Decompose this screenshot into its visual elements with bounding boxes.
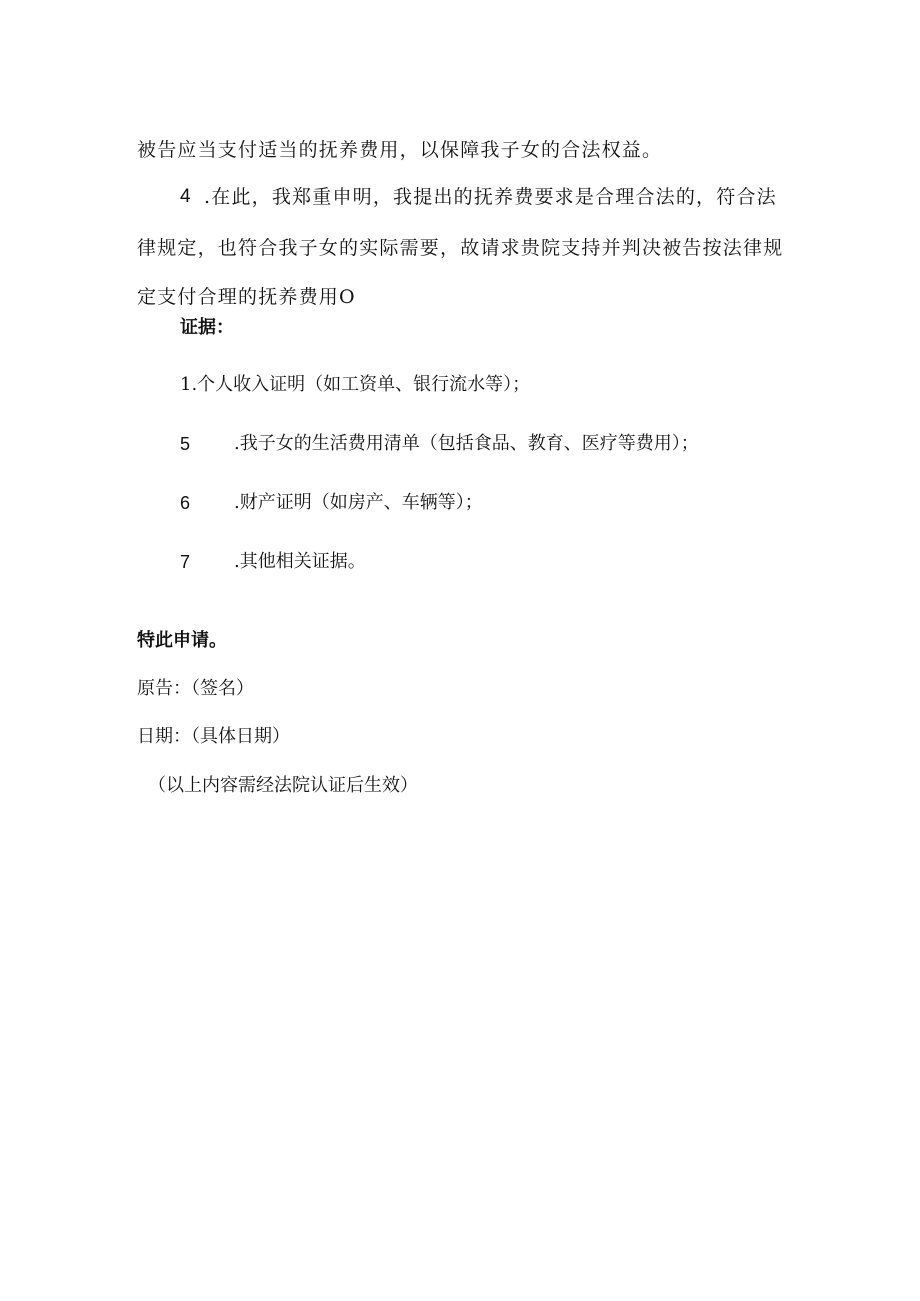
- paragraph-4-line-2: 律规定，也符合我子女的实际需要，故请求贵院支持并判决被告按法律规: [137, 237, 784, 259]
- validity-note: （以上内容需经法院认证后生效）: [148, 775, 418, 796]
- evidence-item-text: .我子女的生活费用清单（包括食品、教育、医疗等费用）；: [234, 433, 699, 454]
- evidence-item-1: [180, 373, 800, 397]
- paragraph-text: .在此，我郑重申明，我提出的抚养费要求是合理合法的，符合法: [204, 186, 777, 208]
- evidence-item-number: 7: [180, 552, 191, 572]
- evidence-item-text: .其他相关证据。: [234, 551, 366, 572]
- evidence-heading: 证据：: [180, 317, 234, 338]
- evidence-item-text: .财产证明（如房产、车辆等）；: [234, 492, 483, 513]
- paragraph-4-line-3: 定支付合理的抚养费用O: [137, 286, 356, 308]
- evidence-item-number: 5: [180, 434, 191, 454]
- closing-statement: 特此申请。: [137, 630, 227, 651]
- evidence-item-5: [180, 432, 800, 456]
- paragraph-line: 被告应当支付适当的抚养费用，以保障我子女的合法权益。: [137, 139, 663, 161]
- evidence-item-7: [180, 550, 800, 574]
- evidence-item-6: [180, 491, 800, 515]
- plaintiff-signature-line: 原告：（签名）: [137, 678, 254, 699]
- evidence-item-number: 6: [180, 493, 191, 513]
- evidence-item-text: 1.个人收入证明（如工资单、银行流水等）；: [180, 374, 531, 395]
- date-line: 日期：（具体日期）: [137, 726, 290, 747]
- paragraph-number: 4: [180, 186, 191, 207]
